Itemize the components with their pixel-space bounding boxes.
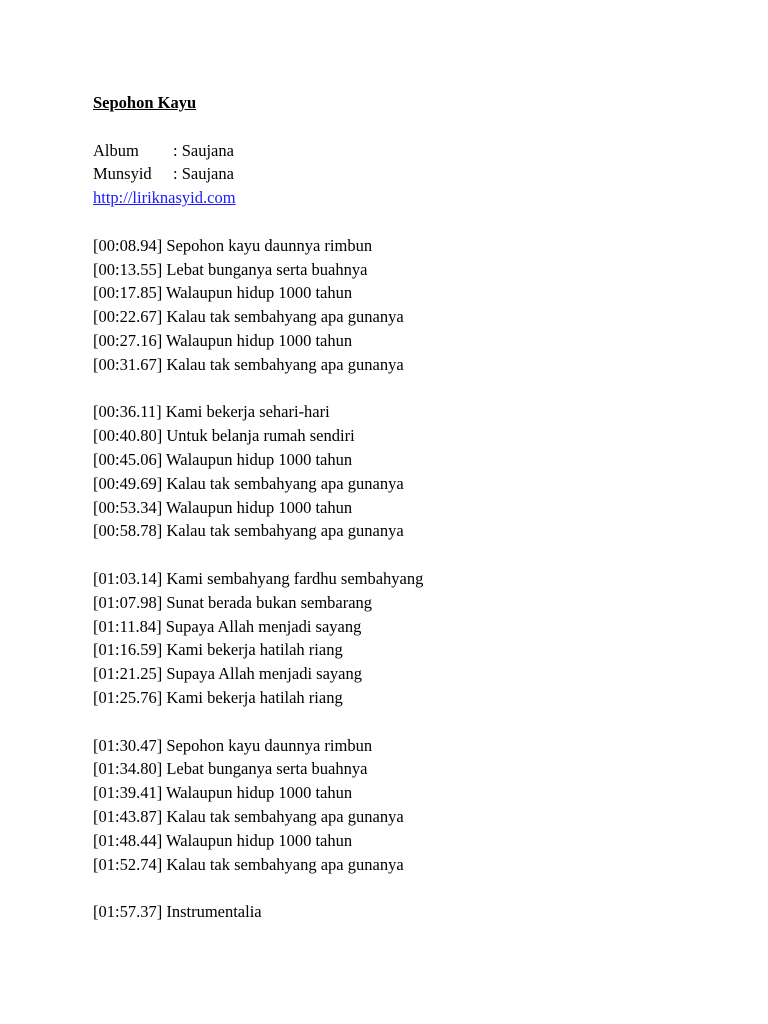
lyric-line: [00:17.85] Walaupun hidup 1000 tahun (93, 283, 353, 303)
stanza-spacer (93, 876, 733, 900)
stanza (93, 900, 733, 924)
lyric-line: [01:43.87] Kalau tak sembahyang apa gunanya (93, 806, 404, 826)
lyric-line: [00:45.06] Walaupun hidup 1000 tahun (93, 449, 353, 469)
stanza (93, 234, 733, 377)
lyric-line: [01:34.80] Lebat bunganya serta buahnya (93, 759, 368, 779)
stanza (93, 400, 733, 543)
stanza-spacer (93, 210, 733, 234)
munsyid-value: : Saujana (173, 164, 234, 184)
album-value: : Saujana (173, 140, 234, 160)
lyric-line: [00:36.11] Kami bekerja sehari-hari (93, 402, 330, 422)
stanza-spacer (93, 710, 733, 734)
lyric-line: [01:25.76] Kami bekerja hatilah riang (93, 687, 343, 707)
song-title: Sepohon Kayu (93, 93, 197, 112)
lyric-line: [01:16.59] Kami bekerja hatilah riang (93, 640, 343, 660)
lyric-line: [01:11.84] Supaya Allah menjadi sayang (93, 616, 362, 636)
lyric-line: [00:40.80] Untuk belanja rumah sendiri (93, 426, 355, 446)
lyric-line: [01:03.14] Kami sembahyang fardhu sembahyang (93, 568, 424, 588)
lyric-line: [01:30.47] Sepohon kayu daunnya rimbun (93, 735, 373, 755)
lyric-line: [00:27.16] Walaupun hidup 1000 tahun (93, 330, 353, 350)
lyric-line: [00:13.55] Lebat bunganya serta buahnya (93, 259, 368, 279)
source-link[interactable]: http://liriknasyid.com (93, 188, 236, 208)
stanza (93, 567, 733, 710)
lyric-line: [01:39.41] Walaupun hidup 1000 tahun (93, 783, 353, 803)
source-link-row (93, 186, 733, 210)
lyric-line: [01:57.37] Instrumentalia (93, 902, 262, 922)
lyric-line: [01:48.44] Walaupun hidup 1000 tahun (93, 830, 353, 850)
stanza-spacer (93, 377, 733, 401)
lyric-line: [00:31.67] Kalau tak sembahyang apa gunanya (93, 354, 404, 374)
munsyid-row (93, 162, 733, 186)
lyric-line: [01:52.74] Kalau tak sembahyang apa gunanya (93, 854, 404, 874)
lyric-line: [01:21.25] Supaya Allah menjadi sayang (93, 664, 362, 684)
stanza (93, 734, 733, 877)
lyric-line: [00:58.78] Kalau tak sembahyang apa gunanya (93, 521, 404, 541)
lyric-line: [00:49.69] Kalau tak sembahyang apa gunanya (93, 473, 404, 493)
lyric-line: [00:08.94] Sepohon kayu daunnya rimbun (93, 235, 373, 255)
album-label: Album (93, 140, 139, 160)
munsyid-label: Munsyid (93, 164, 152, 184)
album-row (93, 139, 733, 163)
stanza-spacer (93, 543, 733, 567)
lyric-line: [00:53.34] Walaupun hidup 1000 tahun (93, 497, 353, 517)
lyric-line: [00:22.67] Kalau tak sembahyang apa gunanya (93, 307, 404, 327)
spacer (93, 115, 733, 139)
document-page (93, 91, 733, 924)
lyric-line: [01:07.98] Sunat berada bukan sembarang (93, 592, 373, 612)
lyrics (93, 210, 733, 924)
